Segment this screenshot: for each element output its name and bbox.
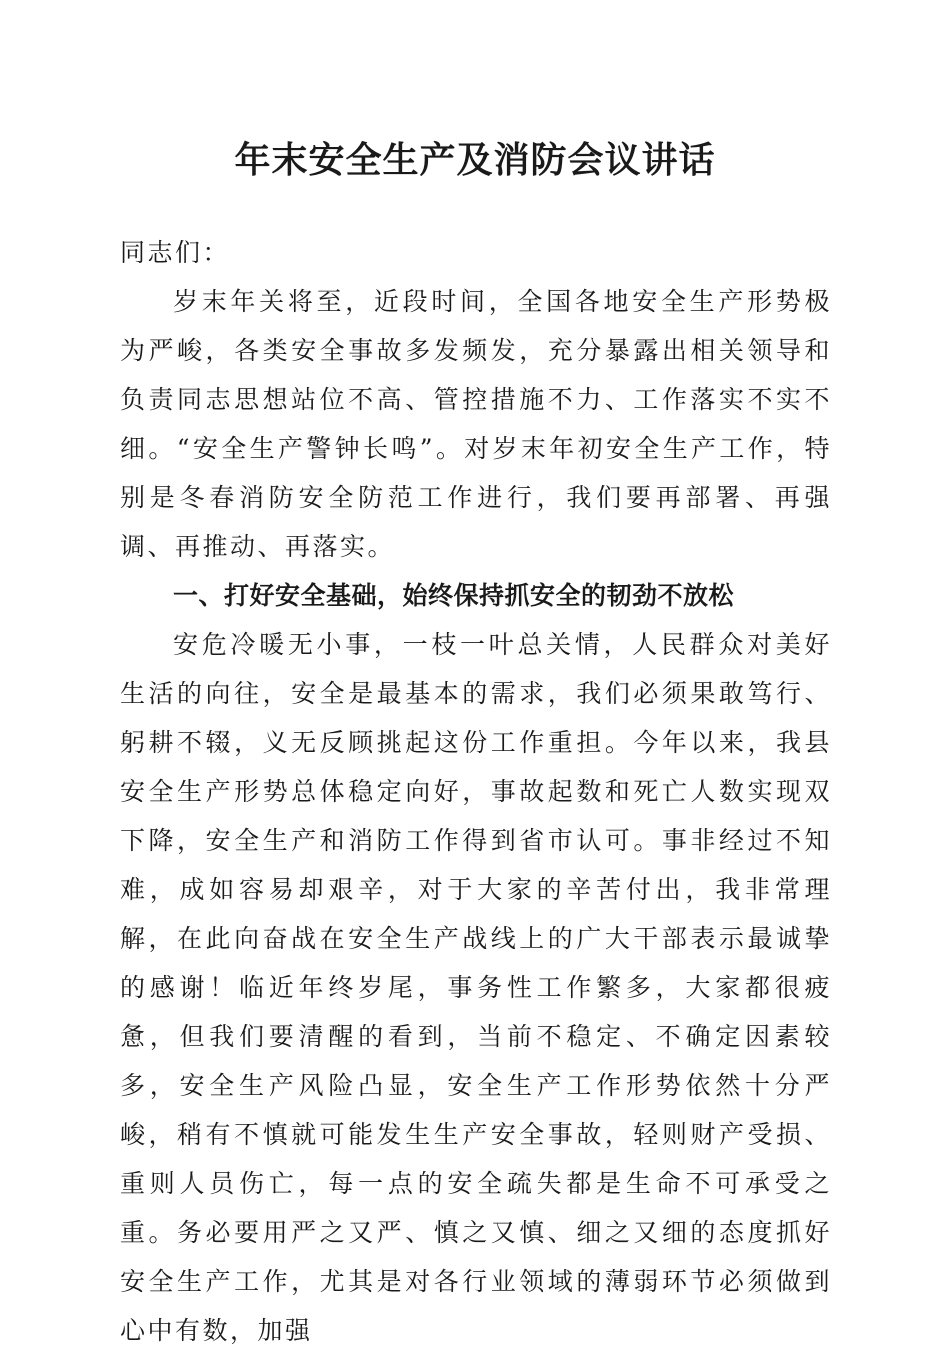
document-body <box>120 228 832 1355</box>
salutation: 同志们： <box>120 238 231 267</box>
document-title: 年末安全生产及消防会议讲话 <box>234 139 716 181</box>
section-heading-1: 一、打好安全基础，始终保持抓安全的韧劲不放松 <box>173 581 735 610</box>
paragraph-section-1: 安危冷暖无小事，一枝一叶总关情，人民群众对美好生活的向往，安全是最基本的需求，我们必须果敢笃行、躬耕不辍，义无反顾挑起这份工作重担。今年以来，我县安全生产形势总体稳定向好，事故起数和死亡人数实现双下降，安全生产和消防工作得到省市认可。事非经过不知难，成如容易却艰辛，对于大家的辛苦付出，我非常理解，在此向奋战在安全生产战线上的广大干部表示最诚挚的感谢！临近年终岁尾，事务性工作繁多，大家都很疲惫，但我们要清醒的看到，当前不稳定、不确定因素较多，安全生产风险凸显，安全生产工作形势依然十分严峻，稍有不慎就可能发生生产安全事故，轻则财产受损、重则人员伤亡，每一点的安全疏失都是生命不可承受之重。务必要用严之又严、慎之又慎、细之又细的态度抓好安全生产工作，尤其是对各行业领域的薄弱环节必须做到心中有数，加强 <box>120 630 832 1345</box>
paragraph-intro: 岁末年关将至，近段时间，全国各地安全生产形势极为严峻，各类安全事故多发频发，充分暴露出相关领导和负责同志思想站位不高、管控措施不力、工作落实不实不细。“安全生产警钟长鸣”。对岁末年初安全生产工作，特别是冬春消防安全防范工作进行，我们要再部署、再强调、再推动、再落实。 <box>120 287 832 561</box>
